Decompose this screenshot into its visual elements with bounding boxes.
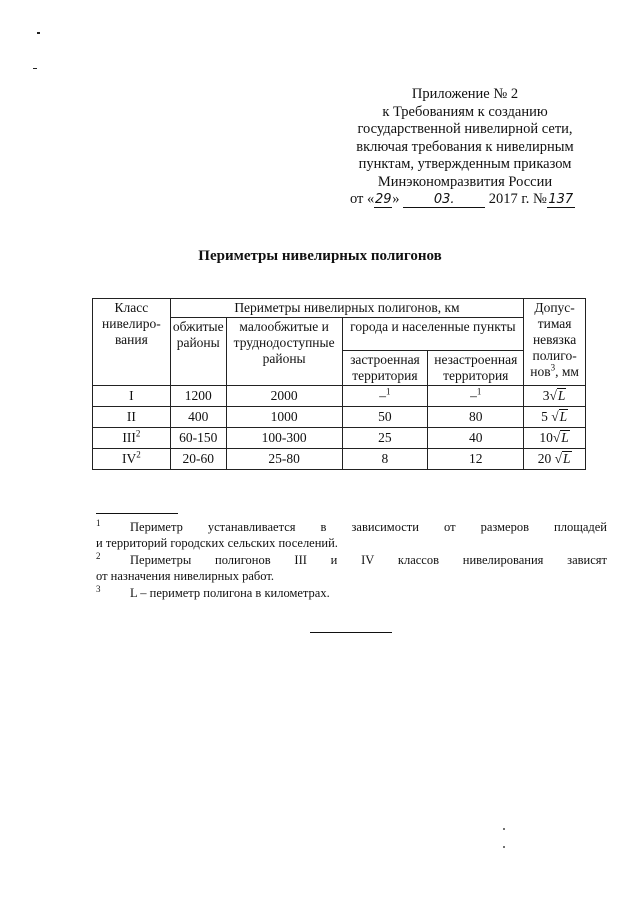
built-value: 50 bbox=[378, 409, 392, 424]
class-value: II bbox=[126, 409, 136, 424]
footnote-number: 2 bbox=[96, 550, 101, 561]
table-row bbox=[93, 386, 586, 407]
footnote-number: 1 bbox=[96, 517, 101, 528]
appendix-title: Приложение № 2 bbox=[411, 86, 519, 102]
cell-sparse: 2000 bbox=[226, 386, 342, 407]
scan-speck bbox=[503, 828, 505, 830]
order-month: 03. bbox=[403, 192, 485, 208]
order-quote-open: « bbox=[367, 191, 375, 207]
header-allowed-unit: , мм bbox=[555, 364, 579, 379]
footnote-ref: 1 bbox=[386, 386, 391, 397]
cell-inhabited: 400 bbox=[170, 407, 226, 428]
footnote-line bbox=[96, 550, 607, 569]
footnote-line bbox=[96, 583, 607, 602]
perimeters-table bbox=[92, 298, 586, 470]
cell-unbuilt bbox=[428, 428, 524, 449]
cell-inhabited: 20-60 bbox=[170, 449, 226, 470]
unbuilt-value: 40 bbox=[469, 430, 483, 445]
footnote bbox=[96, 517, 607, 551]
cell-allowed: 20 √L bbox=[524, 449, 586, 470]
built-value: 25 bbox=[378, 430, 392, 445]
footnote-line: и территорий городских сельских поселений. bbox=[96, 535, 338, 550]
header-perimeters: Периметры нивелирных полигонов, км bbox=[170, 299, 523, 318]
order-day: 29 bbox=[375, 192, 392, 207]
appendix-block bbox=[336, 86, 594, 209]
formula-coef: 10 bbox=[539, 430, 553, 445]
footnote-text: L – периметр полигона в километрах. bbox=[130, 586, 330, 600]
order-date-line bbox=[336, 191, 594, 209]
order-quote-close: » bbox=[392, 191, 400, 207]
formula-coef: 20 bbox=[537, 451, 552, 466]
footnote-ref: 1 bbox=[476, 386, 482, 397]
cell-sparse: 25-80 bbox=[226, 449, 342, 470]
scan-mark bbox=[37, 32, 40, 34]
footnote-text: Периметры полигонов III и IV классов нивелирования зависят bbox=[130, 553, 607, 567]
unbuilt-value: 80 bbox=[469, 409, 483, 424]
cell-class bbox=[93, 386, 171, 407]
formula-var: L bbox=[561, 430, 569, 445]
cell-built bbox=[342, 386, 428, 407]
cell-built bbox=[342, 407, 428, 428]
footnote-ref: 2 bbox=[136, 449, 141, 460]
cell-built bbox=[342, 428, 428, 449]
footnote-divider bbox=[96, 513, 178, 514]
cell-built bbox=[342, 449, 428, 470]
table-row bbox=[93, 449, 586, 470]
header-inhabited: обжитые районы bbox=[170, 318, 226, 386]
order-from: от bbox=[350, 191, 364, 207]
header-unbuilt: незастроенная территория bbox=[428, 351, 524, 386]
header-allowed bbox=[524, 299, 586, 386]
footnote-line: от назначения нивелирных работ. bbox=[96, 568, 274, 583]
cell-allowed: 10√L bbox=[524, 428, 586, 449]
formula-var: L bbox=[557, 388, 566, 403]
appendix-line: к Требованиям к созданию bbox=[382, 103, 548, 120]
formula-coef: 3 bbox=[542, 388, 550, 403]
order-year: 2017 г. bbox=[488, 191, 530, 207]
header-cities: города и населенные пункты bbox=[342, 318, 524, 351]
formula-var: L bbox=[562, 451, 571, 466]
unbuilt-value: 12 bbox=[469, 451, 483, 466]
header-sparse: малообжитые и труднодоступные районы bbox=[226, 318, 342, 386]
cell-inhabited: 60-150 bbox=[170, 428, 226, 449]
cell-unbuilt bbox=[428, 407, 524, 428]
cell-class bbox=[93, 449, 171, 470]
class-value: I bbox=[129, 388, 134, 403]
footnote-ref: 2 bbox=[135, 428, 141, 439]
cell-allowed: 3√L bbox=[524, 386, 586, 407]
table-row bbox=[93, 407, 586, 428]
header-allowed-text: Допус-тимая невязка полиго-нов bbox=[530, 300, 577, 379]
footnote-ref: 3 bbox=[550, 362, 556, 373]
built-value: 8 bbox=[381, 451, 389, 466]
class-value: III bbox=[122, 430, 136, 445]
order-number: 137 bbox=[548, 192, 574, 207]
built-value: – bbox=[379, 388, 387, 403]
page-title: Периметры нивелирных полигонов bbox=[198, 248, 442, 264]
formula-var: L bbox=[559, 409, 568, 424]
formula-coef: 5 bbox=[541, 409, 548, 424]
cell-class bbox=[93, 407, 171, 428]
appendix-line: Минэкономразвития России bbox=[377, 173, 553, 190]
cell-class bbox=[93, 428, 171, 449]
cell-allowed: 5 √L bbox=[524, 407, 586, 428]
class-value: IV bbox=[121, 451, 137, 466]
footnote-text: Периметр устанавливается в зависимости от размеров площадей bbox=[130, 520, 607, 534]
table-row bbox=[93, 428, 586, 449]
cell-unbuilt bbox=[428, 386, 524, 407]
end-divider bbox=[310, 632, 392, 633]
header-class: Класс нивелиро-вания bbox=[93, 299, 171, 386]
scan-speck bbox=[503, 846, 505, 848]
unbuilt-value: – bbox=[470, 388, 477, 403]
cell-inhabited: 1200 bbox=[170, 386, 226, 407]
cell-sparse: 1000 bbox=[226, 407, 342, 428]
footnote-line bbox=[96, 517, 607, 536]
cell-unbuilt bbox=[428, 449, 524, 470]
cell-sparse: 100-300 bbox=[226, 428, 342, 449]
order-number-sign: № bbox=[532, 191, 547, 207]
appendix-line: государственной нивелирной сети, bbox=[357, 121, 573, 137]
appendix-line: включая требования к нивелирным bbox=[356, 138, 574, 155]
header-built: застроенная территория bbox=[342, 351, 428, 386]
footnote-number: 3 bbox=[96, 583, 101, 594]
appendix-line: пунктам, утвержденным приказом bbox=[358, 156, 572, 172]
footnote bbox=[96, 550, 607, 584]
footnote bbox=[96, 583, 607, 602]
scan-mark bbox=[33, 68, 37, 69]
